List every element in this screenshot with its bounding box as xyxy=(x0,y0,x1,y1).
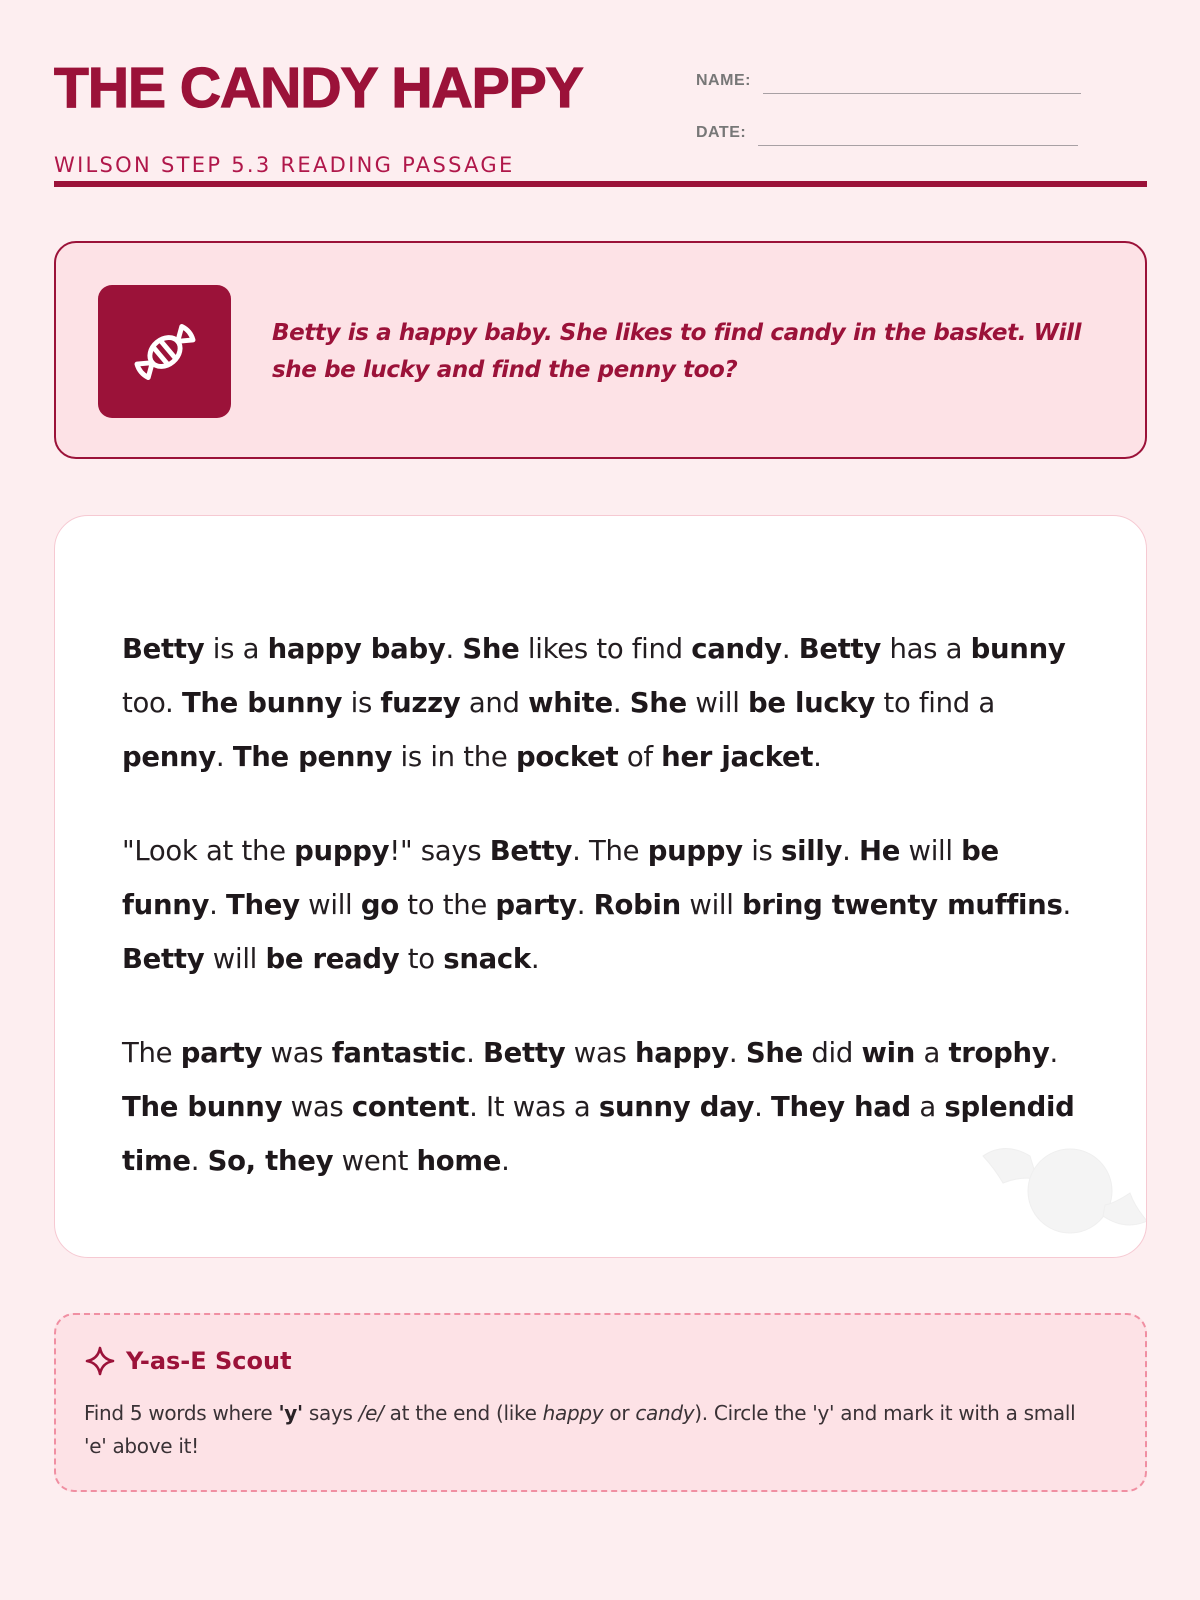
passage-word: Robin xyxy=(593,889,681,921)
passage-word: She xyxy=(745,1037,803,1069)
passage-word: to xyxy=(399,943,444,975)
passage-word: . xyxy=(445,633,463,665)
passage-word: bring twenty muffins xyxy=(742,889,1063,921)
name-label: NAME: xyxy=(696,72,751,89)
passage-word: sunny day xyxy=(598,1091,755,1123)
passage-word: went xyxy=(333,1145,417,1177)
passage-word: will xyxy=(686,687,748,719)
passage-word: be lucky xyxy=(748,687,876,719)
scout-text-run: at the end (like xyxy=(383,1401,543,1425)
passage-word: candy xyxy=(691,633,782,665)
scout-text-run: happy xyxy=(542,1401,604,1425)
passage-word: pocket xyxy=(515,741,619,773)
passage-word: The xyxy=(122,1037,181,1069)
sparkle-icon xyxy=(84,1345,116,1377)
passage-word: was xyxy=(282,1091,352,1123)
candy-icon xyxy=(98,285,231,418)
passage-word: So, they xyxy=(207,1145,334,1177)
passage-word: happy baby xyxy=(267,633,446,665)
passage-word: a xyxy=(910,1091,945,1123)
passage-word: was xyxy=(262,1037,332,1069)
passage-word: He xyxy=(858,835,901,867)
passage-word: . It was a xyxy=(469,1091,599,1123)
intro-text: Betty is a happy baby. She likes to find candy in the basket. Will she be lucky and find the penny too? xyxy=(272,320,1082,383)
scout-instructions xyxy=(84,1397,1094,1463)
passage-word: penny xyxy=(122,741,216,773)
scout-text-run: 'y' xyxy=(278,1401,303,1425)
scout-text-run: candy xyxy=(635,1401,695,1425)
passage-word: . xyxy=(842,835,859,867)
passage-word: party xyxy=(495,889,577,921)
passage-word: . xyxy=(813,741,822,773)
passage-word: is xyxy=(342,687,381,719)
passage-paragraph-2 xyxy=(122,824,1082,986)
passage-word: . xyxy=(612,687,630,719)
passage-word: "Look at the xyxy=(122,835,295,867)
passage-word: and xyxy=(460,687,529,719)
passage-word: Betty xyxy=(489,835,573,867)
passage-word: was xyxy=(565,1037,635,1069)
passage-word: fantastic xyxy=(331,1037,467,1069)
passage-word: white xyxy=(528,687,613,719)
passage-word: too. xyxy=(122,687,182,719)
passage-word: is xyxy=(742,835,782,867)
passage-word: . xyxy=(215,741,233,773)
passage-word: be ready xyxy=(265,943,400,975)
passage-word: will xyxy=(299,889,361,921)
passage-word: go xyxy=(360,889,399,921)
passage-word: puppy xyxy=(647,835,743,867)
passage-word: fuzzy xyxy=(380,687,461,719)
passage-word: . xyxy=(1062,889,1071,921)
name-line[interactable] xyxy=(763,72,1081,94)
passage-word: is in the xyxy=(392,741,516,773)
passage-word: win xyxy=(861,1037,916,1069)
date-line[interactable] xyxy=(758,124,1078,146)
passage-word: . xyxy=(530,943,540,975)
passage-paragraph-3 xyxy=(122,1026,1082,1188)
passage-word: The bunny xyxy=(181,687,343,719)
passage-word: to find a xyxy=(875,687,995,719)
passage-word: trophy xyxy=(948,1037,1050,1069)
passage-word: They had xyxy=(771,1091,911,1123)
passage-word: has a xyxy=(881,633,971,665)
candy-watermark-icon xyxy=(975,1121,1147,1258)
passage-word: She xyxy=(462,633,520,665)
passage-word: puppy xyxy=(294,835,390,867)
passage-word: . xyxy=(781,633,799,665)
header-divider xyxy=(54,181,1147,187)
passage-word: did xyxy=(802,1037,862,1069)
passage-word: her jacket xyxy=(661,741,814,773)
passage-word: . xyxy=(754,1091,772,1123)
passage-word: Betty xyxy=(798,633,882,665)
passage-word: They xyxy=(226,889,300,921)
passage-word: party xyxy=(180,1037,263,1069)
scout-text-run: or xyxy=(603,1401,636,1425)
passage-word: !" says xyxy=(389,835,490,867)
passage-word: . xyxy=(1049,1037,1058,1069)
passage-word: . xyxy=(466,1037,483,1069)
scout-activity-box xyxy=(54,1313,1147,1492)
passage-paragraph-1 xyxy=(122,622,1082,784)
passage-word: Betty xyxy=(122,943,205,975)
name-field[interactable] xyxy=(696,64,1081,94)
passage-word: . xyxy=(209,889,227,921)
scout-text-run: Find 5 words where xyxy=(84,1401,279,1425)
passage-word: content xyxy=(351,1091,470,1123)
page-subtitle: WILSON STEP 5.3 READING PASSAGE xyxy=(54,153,515,177)
passage-word: She xyxy=(629,687,687,719)
scout-heading xyxy=(84,1345,292,1377)
passage-word: likes to find xyxy=(519,633,692,665)
passage-word: Betty xyxy=(122,633,205,665)
date-label: DATE: xyxy=(696,124,747,141)
scout-text-run: /e/ xyxy=(358,1401,384,1425)
scout-title: Y-as-E Scout xyxy=(126,1347,292,1375)
passage-word: . xyxy=(576,889,594,921)
passage-word: bunny xyxy=(970,633,1066,665)
passage-word: The penny xyxy=(232,741,393,773)
passage-word: The bunny xyxy=(122,1091,283,1123)
passage-word: a xyxy=(915,1037,949,1069)
passage-word: of xyxy=(618,741,662,773)
passage-card xyxy=(54,515,1147,1258)
passage-word: happy xyxy=(634,1037,729,1069)
passage-word: will xyxy=(900,835,962,867)
passage-word: Betty xyxy=(482,1037,566,1069)
passage-word: . xyxy=(190,1145,208,1177)
passage-word: snack xyxy=(443,943,531,975)
passage-word: will xyxy=(204,943,266,975)
intro-callout xyxy=(54,241,1147,459)
date-field[interactable] xyxy=(696,116,1078,146)
passage-word: silly xyxy=(781,835,843,867)
passage-word: splendid time xyxy=(122,1091,1075,1177)
passage-word: . xyxy=(501,1145,510,1177)
passage-word: . xyxy=(728,1037,746,1069)
passage-word: home xyxy=(416,1145,502,1177)
passage-word: will xyxy=(680,889,743,921)
passage-word: to the xyxy=(398,889,496,921)
reading-passage xyxy=(122,622,1082,1188)
passage-word: . The xyxy=(572,835,648,867)
passage-word: be funny xyxy=(122,835,999,921)
scout-text-run: says xyxy=(302,1401,359,1425)
passage-word: is a xyxy=(204,633,268,665)
page-title: THE CANDY HAPPY xyxy=(54,56,583,120)
scout-text-run: ). Circle the 'y' and mark it with a small 'e' above it! xyxy=(84,1401,1076,1458)
